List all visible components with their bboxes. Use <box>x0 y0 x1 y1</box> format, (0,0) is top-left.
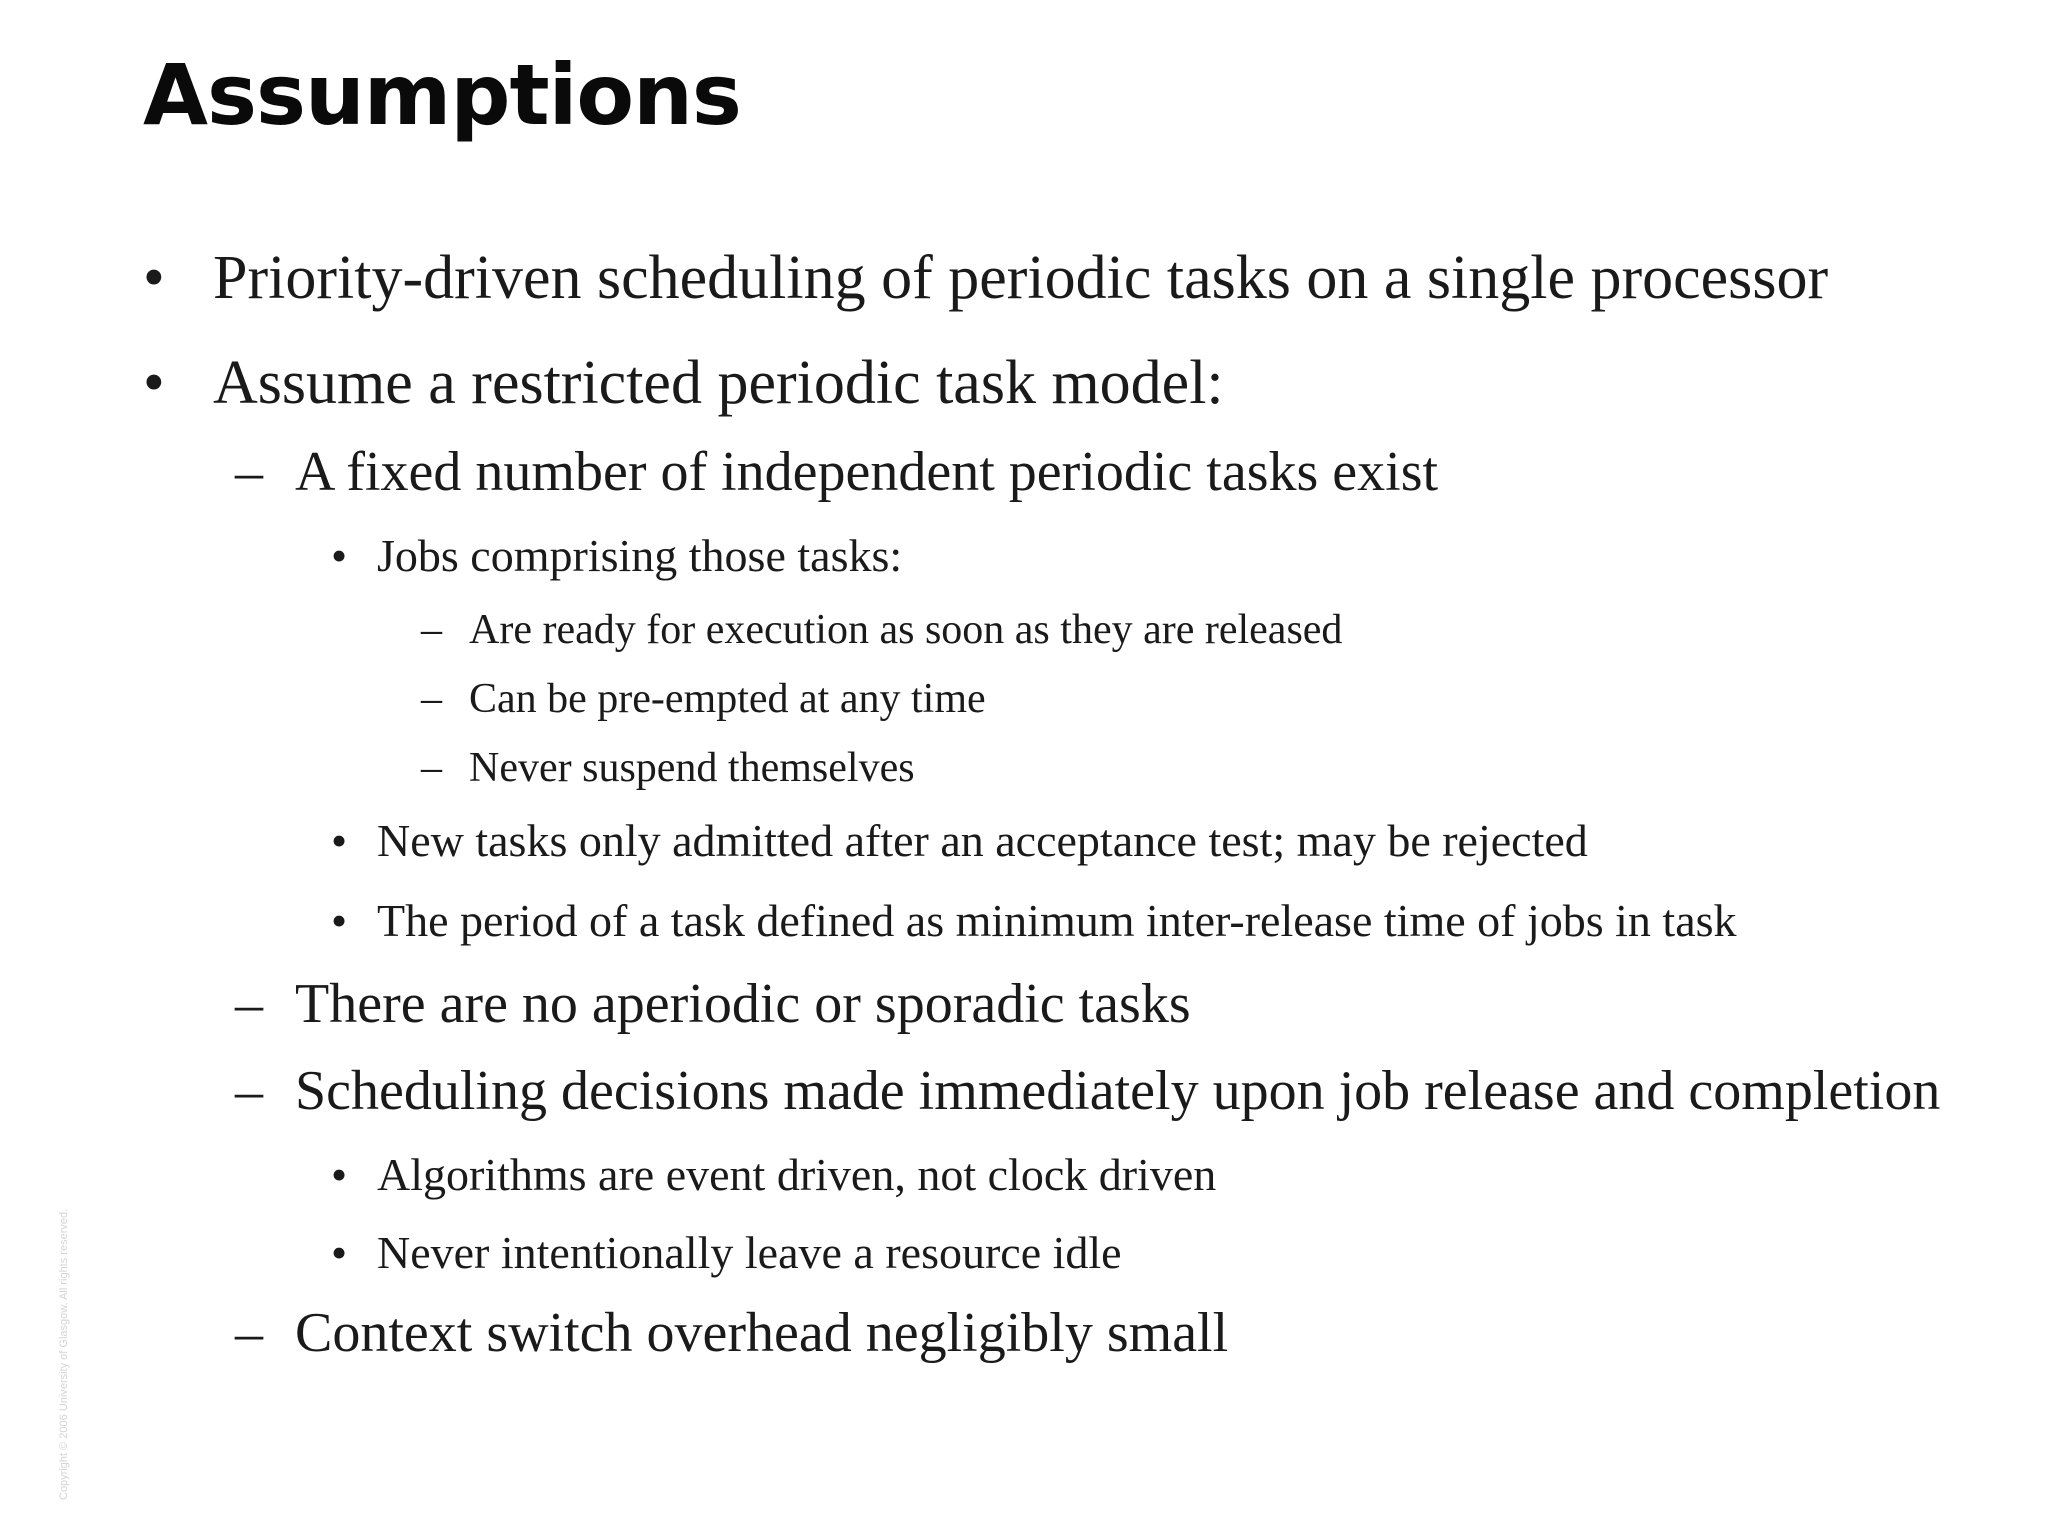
list-item-text: Algorithms are event driven, not clock driven <box>377 1149 1217 1200</box>
list-item-text: Context switch overhead negligibly small <box>295 1302 1229 1364</box>
list-item <box>235 1055 1941 1127</box>
list-item-text: A fixed number of independent periodic tasks exist <box>295 441 1439 503</box>
bullet-icon: • <box>143 244 165 312</box>
list-item-text: Can be pre-empted at any time <box>469 676 986 722</box>
list-item-text: Jobs comprising those tasks: <box>377 530 903 581</box>
list-item <box>235 968 1191 1040</box>
list-item <box>421 602 1343 658</box>
list-item <box>421 671 986 727</box>
dash-icon: – <box>421 676 442 722</box>
bullet-icon: • <box>331 530 348 581</box>
list-item-text: There are no aperiodic or sporadic tasks <box>295 973 1191 1035</box>
list-item <box>331 1223 1122 1283</box>
list-item <box>331 526 903 586</box>
list-item-text: Priority-driven scheduling of periodic tasks on a single processor <box>213 244 1829 312</box>
list-item-text: The period of a task defined as minimum inter-release time of jobs in task <box>377 895 1737 946</box>
slide-title: Assumptions <box>143 46 741 144</box>
dash-icon: – <box>235 441 263 503</box>
list-item <box>143 343 1224 423</box>
dash-icon: – <box>235 1302 263 1364</box>
list-item <box>235 1297 1229 1369</box>
list-item-text: Never suspend themselves <box>469 745 915 791</box>
list-item <box>235 436 1439 508</box>
list-item <box>331 811 1588 871</box>
list-item-text: Scheduling decisions made immediately upon job release and completion <box>295 1060 1941 1122</box>
list-item-text: Are ready for execution as soon as they are released <box>469 607 1343 653</box>
dash-icon: – <box>235 973 263 1035</box>
list-item-text: Never intentionally leave a resource idle <box>377 1227 1122 1278</box>
dash-icon: – <box>235 1060 263 1122</box>
dash-icon: – <box>421 745 442 791</box>
bullet-icon: • <box>331 1227 348 1278</box>
list-item-text: New tasks only admitted after an acceptance test; may be rejected <box>377 815 1588 866</box>
list-item <box>421 740 915 796</box>
bullet-icon: • <box>143 349 165 417</box>
dash-icon: – <box>421 607 442 653</box>
copyright-text: Copyright © 2006 University of Glasgow. All rights reserved. <box>58 1208 70 1500</box>
list-item-text: Assume a restricted periodic task model: <box>213 349 1224 417</box>
copyright-watermark <box>58 1208 98 1530</box>
bullet-icon: • <box>331 1149 348 1200</box>
list-item <box>331 1145 1217 1205</box>
list-item <box>331 891 1737 951</box>
bullet-icon: • <box>331 815 348 866</box>
list-item <box>143 238 1829 318</box>
bullet-icon: • <box>331 895 348 946</box>
